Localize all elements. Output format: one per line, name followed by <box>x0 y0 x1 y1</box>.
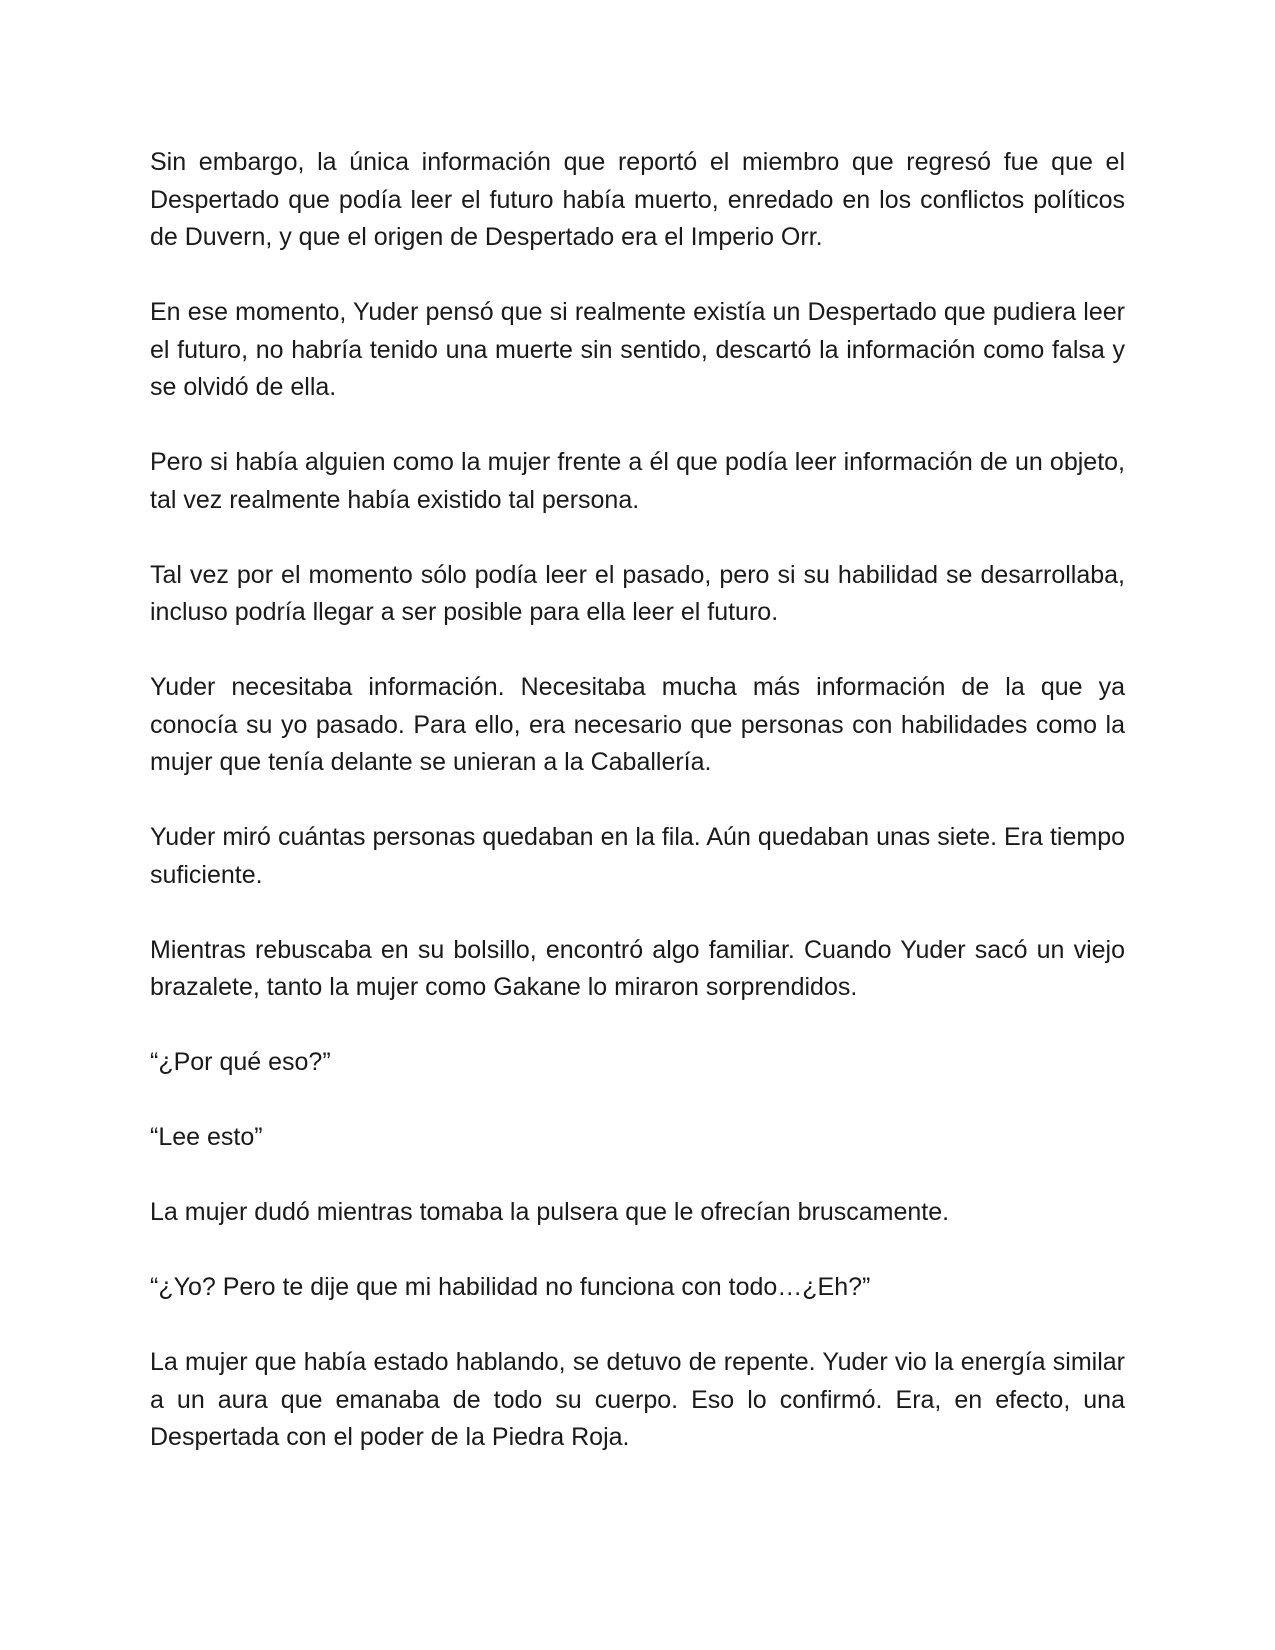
dialogue-line: “¿Yo? Pero te dije que mi habilidad no funciona con todo…¿Eh?” <box>150 1273 871 1301</box>
paragraph: Yuder miró cuántas personas quedaban en la fila. Aún quedaban unas siete. Era tiempo suficiente. <box>150 823 1125 889</box>
paragraph: Yuder necesitaba información. Necesitaba mucha más información de la que ya conocía su yo pasado. Para ello, era necesario que personas con habilidades como la mujer que tenía delante se unieran a la Caballería. <box>150 673 1125 776</box>
paragraph: En ese momento, Yuder pensó que si realmente existía un Despertado que pudiera leer el futuro, no habría tenido una muerte sin sentido, descartó la información como falsa y se olvidó de ella. <box>150 298 1125 401</box>
paragraph: Sin embargo, la única información que reportó el miembro que regresó fue que el Despertado que podía leer el futuro había muerto, enredado en los conflictos políticos de Duvern, y que el origen de Despertado era el Imperio Orr. <box>150 148 1125 251</box>
paragraph: La mujer dudó mientras tomaba la pulsera que le ofrecían bruscamente. <box>150 1198 950 1226</box>
dialogue-line: “Lee esto” <box>150 1123 263 1151</box>
dialogue-line: “¿Por qué eso?” <box>150 1048 331 1076</box>
paragraph: Pero si había alguien como la mujer frente a él que podía leer información de un objeto, tal vez realmente había existido tal persona. <box>150 448 1125 514</box>
document-page <box>150 144 1125 1457</box>
paragraph: La mujer que había estado hablando, se detuvo de repente. Yuder vio la energía similar a un aura que emanaba de todo su cuerpo. Eso lo confirmó. Era, en efecto, una Despertada con el poder de la Piedra Roja. <box>150 1348 1125 1451</box>
paragraph: Tal vez por el momento sólo podía leer el pasado, pero si su habilidad se desarrollaba, incluso podría llegar a ser posible para ella leer el futuro. <box>150 560 1125 626</box>
paragraph: Mientras rebuscaba en su bolsillo, encontró algo familiar. Cuando Yuder sacó un viejo brazalete, tanto la mujer como Gakane lo miraron sorprendidos. <box>150 935 1125 1001</box>
